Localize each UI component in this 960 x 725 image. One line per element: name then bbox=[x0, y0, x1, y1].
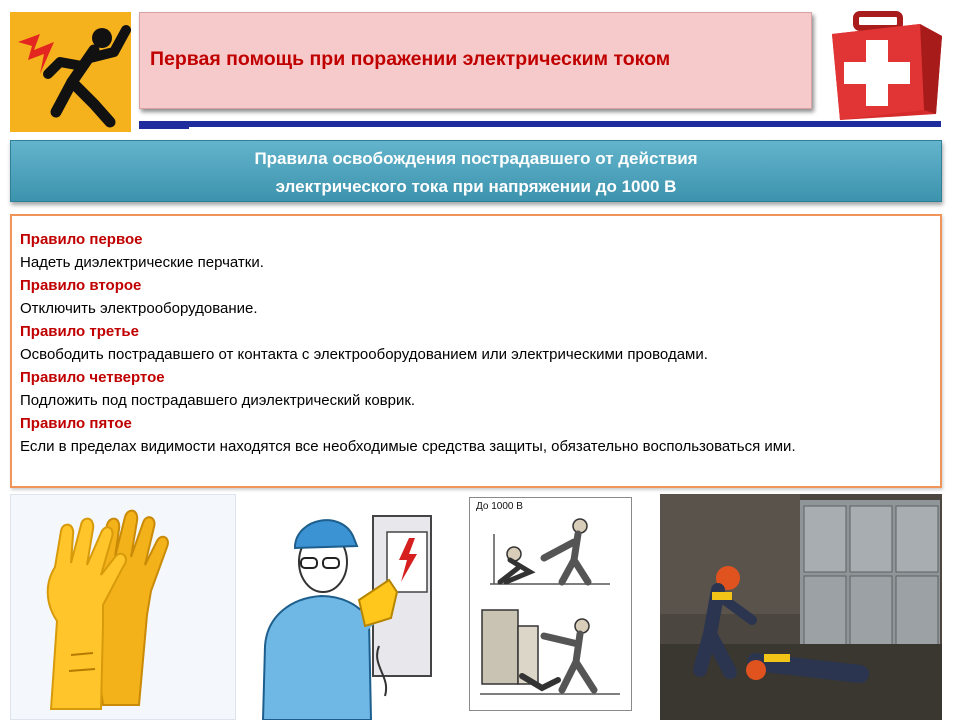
rule-title: Правило пятое bbox=[20, 415, 132, 432]
banner-line-1: Правила освобождения пострадавшего от действия bbox=[254, 149, 698, 168]
list-item bbox=[20, 228, 935, 274]
rules-banner bbox=[10, 140, 942, 202]
rule-text: Освободить пострадавшего от контакта с электрооборудованием или электрическими проводами. bbox=[20, 346, 708, 363]
sketch-voltage-label: До 1000 В bbox=[476, 501, 523, 512]
rule-text: Подложить под пострадавшего диэлектрический коврик. bbox=[20, 392, 416, 409]
rule-text: Отключить электрооборудование. bbox=[20, 300, 258, 317]
list-item bbox=[20, 274, 935, 320]
rule-title: Правило второе bbox=[20, 277, 142, 294]
substation-rescue-photo bbox=[660, 494, 942, 720]
electric-shock-hazard-icon bbox=[10, 12, 131, 132]
page-title: Первая помощь при поражении электрическим током bbox=[150, 48, 671, 70]
header-divider-accent bbox=[139, 127, 189, 129]
list-item bbox=[20, 412, 935, 458]
list-item bbox=[20, 320, 935, 366]
header-divider bbox=[139, 121, 941, 127]
rules-list bbox=[20, 228, 935, 458]
rule-text: Если в пределах видимости находятся все необходимые средства защиты, обязательно воспользоваться ими. bbox=[20, 438, 796, 455]
first-aid-kit-icon bbox=[826, 10, 946, 122]
rule-title: Правило третье bbox=[20, 323, 139, 340]
electrician-illustration bbox=[261, 496, 436, 720]
dielectric-gloves-image bbox=[10, 494, 236, 720]
rule-title: Правило четвертое bbox=[20, 369, 165, 386]
rule-text: Надеть диэлектрические перчатки. bbox=[20, 254, 264, 271]
rescue-sketch-image bbox=[469, 497, 632, 711]
banner-line-2: электрического тока при напряжении до 1000 В bbox=[275, 177, 677, 196]
list-item bbox=[20, 366, 935, 412]
rule-title: Правило первое bbox=[20, 231, 143, 248]
